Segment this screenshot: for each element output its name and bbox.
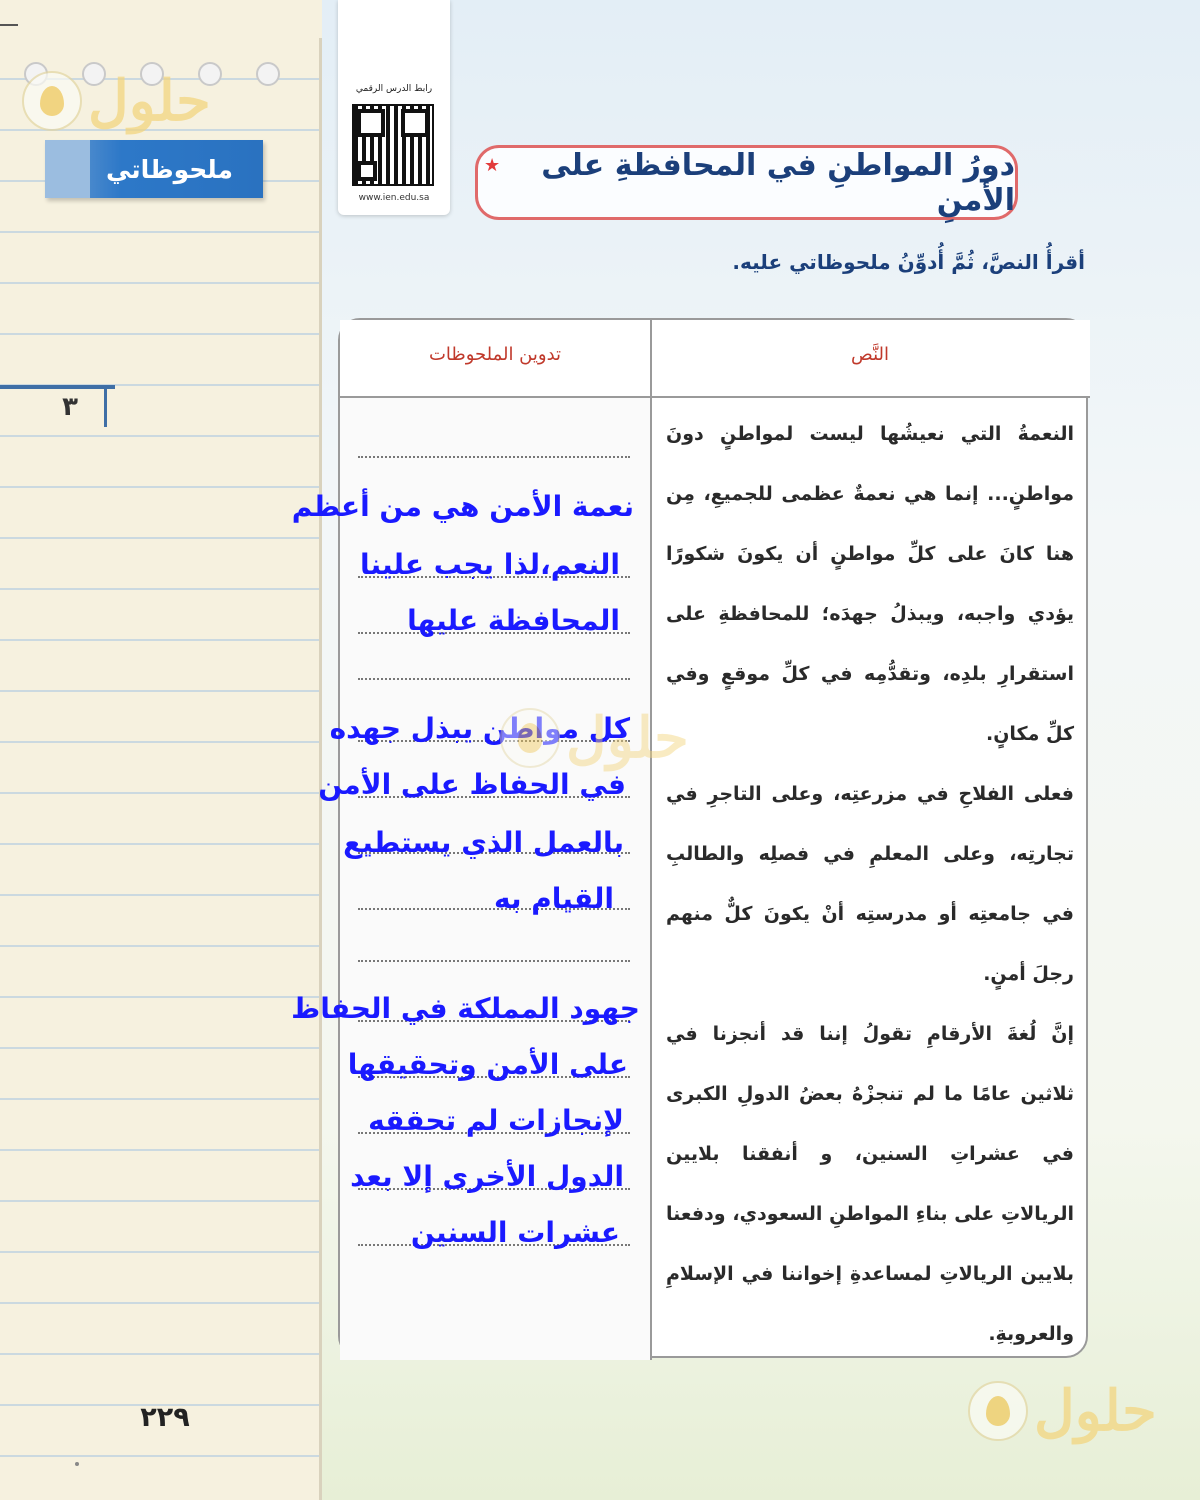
passage-text — [666, 404, 1074, 1364]
writing-line — [358, 960, 630, 962]
watermark-text: حلول — [88, 68, 211, 134]
handwritten-note[interactable]: نعمة الأمن هي من أعظم — [291, 490, 634, 523]
watermark-text: حلول — [1034, 1378, 1157, 1444]
qr-url[interactable]: www.ien.edu.sa — [358, 193, 430, 203]
notes-tab-accent — [45, 140, 90, 198]
column-divider — [650, 320, 652, 1360]
lesson-title: دورُ المواطنِ في المحافظةِ على الأمنِ — [541, 147, 1015, 218]
margin-dot — [75, 1462, 79, 1466]
instruction-text: أقرأُ النصَّ، ثُمَّ أُدوِّنُ ملحوظاتي عليه. — [732, 250, 1085, 274]
handwritten-note[interactable]: جهود المملكة في الحفاظ — [291, 992, 640, 1025]
handwritten-note[interactable]: لإنجازات لم تحققه — [368, 1104, 624, 1137]
header-notes: تدوين الملحوظات — [428, 344, 562, 365]
notebook-sidebar — [0, 0, 322, 1500]
handwritten-note[interactable]: على الأمن وتحقيقها — [347, 1048, 628, 1081]
handwritten-note[interactable]: الدول الأخرى إلا بعد — [350, 1160, 624, 1193]
watermark-logo — [22, 68, 211, 134]
handwritten-note[interactable]: بالعمل الذي يستطيع — [343, 826, 624, 859]
lesson-title-box — [475, 145, 1018, 220]
binder-hole — [256, 62, 280, 86]
handwritten-note[interactable]: في الحفاظ على الأمن — [318, 768, 626, 801]
handwritten-note[interactable]: القيام به — [494, 882, 614, 915]
watermark-circle-icon — [968, 1381, 1028, 1441]
passage-paragraph: إنَّ لُغةَ الأرقامِ تقولُ إننا قد أنجزنا في ثلاثين عامًا ما لم تنجزْهُ بعضُ الدولِ الكبرى في عشراتِ السنين، و أنفقنا بلايين الريالاتِ على بناءِ المواطنِ السعودي، ودفعنا بلايين الريالاتِ لمساعدةِ إخواننا في الإسلامِ والعروبةِ. — [666, 1023, 1074, 1345]
qr-card[interactable] — [338, 0, 450, 215]
writing-line — [358, 678, 630, 680]
unit-marker-line — [0, 385, 115, 389]
writing-line — [358, 456, 630, 458]
watermark-logo — [500, 705, 689, 771]
watermark-circle-icon — [500, 708, 560, 768]
page-number: ٢٢٩ — [140, 1402, 190, 1433]
reading-table — [291, 318, 1088, 1358]
header-text: النَّص — [851, 344, 889, 365]
notebook-top — [0, 0, 322, 38]
handwritten-note[interactable]: عشرات السنين — [410, 1216, 620, 1249]
handwritten-note[interactable]: المحافظة عليها — [407, 604, 620, 637]
corner-tick — [0, 24, 18, 26]
notes-tab-label: ملحوظاتي — [106, 154, 233, 184]
passage-paragraph: فعلى الفلاحِ في مزرعتِه، وعلى التاجرِ في تجارتِه، وعلى المعلمِ في فصلِه والطالبِ في جامعتِه أو مدرستِه أنْ يكونَ كلٌّ منهم رجلَ أمنٍ. — [666, 783, 1074, 985]
watermark-text: حلول — [566, 705, 689, 771]
watermark-circle-icon — [22, 71, 82, 131]
qr-code-icon[interactable] — [352, 104, 434, 186]
unit-marker-tick — [104, 389, 107, 427]
handwritten-note[interactable]: النعم،لذا يجب علينا — [360, 548, 620, 581]
watermark-logo — [968, 1378, 1157, 1444]
handwritten-note[interactable]: كل مواطن يبذل جهده — [329, 712, 630, 745]
notes-tab — [45, 140, 263, 198]
qr-label: رابط الدرس الرقمي — [355, 84, 433, 94]
unit-number: ٣ — [62, 392, 78, 422]
passage-paragraph: النعمةُ التي نعيشُها ليست لمواطنٍ دونَ مواطنٍ... إنما هي نعمةٌ عظمى للجميعِ، مِن هنا كانَ على كلِّ مواطنٍ أن يكونَ شكورًا يؤدي واجبه، ويبذلُ جهدَه؛ للمحافظةِ على استقرارِ بلدِه، وتقدُّمِه في كلِّ موقعٍ وفي كلِّ مكانٍ. — [666, 423, 1074, 745]
star-icon: ★ — [484, 155, 501, 176]
